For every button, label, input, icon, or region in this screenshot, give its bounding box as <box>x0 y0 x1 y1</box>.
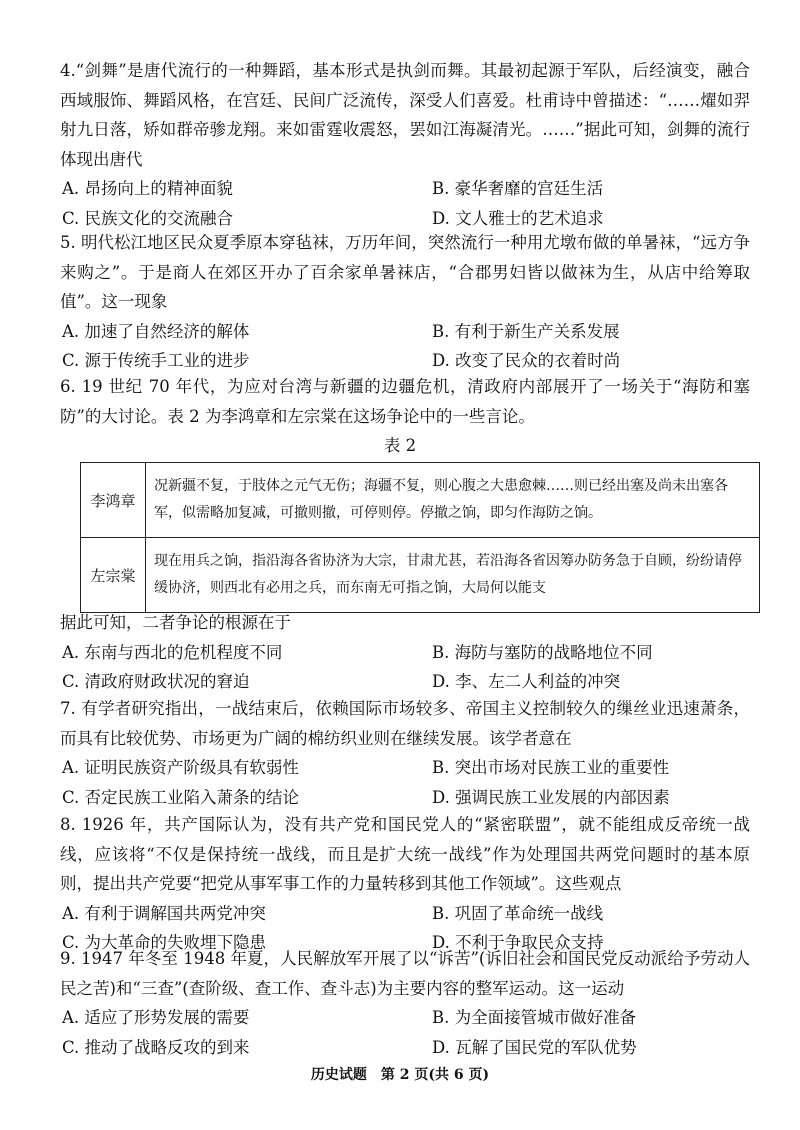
table-row <box>81 463 760 538</box>
option-b[interactable]: B. 为全面接管城市做好准备 <box>432 1008 637 1027</box>
question-9 <box>60 944 750 1062</box>
option-d[interactable]: D. 李、左二人利益的冲突 <box>432 672 621 691</box>
option-c[interactable]: C. 否定民族工业陷入萧条的结论 <box>62 787 300 807</box>
table-cell-name: 左宗棠 <box>81 538 146 613</box>
option-a[interactable]: A. 证明民族资产阶级具有软弱性 <box>62 758 299 777</box>
option-d[interactable]: D. 不利于争取民众支持 <box>432 933 604 952</box>
option-c[interactable]: C. 推动了战略反攻的到来 <box>62 1037 250 1057</box>
question-5 <box>60 228 750 376</box>
question-6-stem: 6. 19 世纪 70 年代，为应对台湾与新疆的边疆危机，清政府内部展开了一场关于“海防和塞防”的大讨论。表 2 为李鸿章和左宗棠在这场争论中的一些言论。 <box>60 377 750 426</box>
question-9-stem: 9. 1947 年冬至 1948 年夏，人民解放军开展了以“诉苦”(诉旧社会和国民党反动派给予劳动人民之苦)和“三查”(查阶级、查工作、查斗志)为主要内容的整军运动。这一运动 <box>60 949 750 998</box>
table-2 <box>80 462 760 613</box>
option-c[interactable]: C. 为大革命的失败埋下隐患 <box>62 933 267 952</box>
table-title: 表 2 <box>383 436 417 455</box>
option-d[interactable]: D. 瓦解了国民党的军队优势 <box>432 1037 637 1057</box>
table-cell-name: 李鸿章 <box>81 463 146 538</box>
option-b[interactable]: B. 豪华奢靡的宫廷生活 <box>432 179 604 198</box>
question-6-options <box>60 638 750 697</box>
option-b[interactable]: B. 海防与塞防的战略地位不同 <box>432 642 653 662</box>
option-c[interactable]: C. 清政府财政状况的窘迫 <box>62 672 250 691</box>
question-4 <box>60 56 750 233</box>
question-7-stem: 7. 有学者研究指出，一战结束后，依赖国际市场较多、帝国主义控制较久的缫丝业迅速萧条，而具有比较优势、市场更为广阔的棉纺织业则在继续发展。该学者意在 <box>60 699 750 748</box>
question-4-options <box>60 174 750 233</box>
question-7-options <box>60 753 750 812</box>
question-8 <box>60 810 750 958</box>
question-6 <box>60 372 750 431</box>
option-c[interactable]: C. 民族文化的交流融合 <box>62 208 234 228</box>
option-d[interactable]: D. 改变了民众的衣着时尚 <box>432 351 621 370</box>
question-9-options <box>60 1003 750 1062</box>
question-7 <box>60 694 750 812</box>
option-a[interactable]: A. 适应了形势发展的需要 <box>62 1008 250 1027</box>
option-b[interactable]: B. 巩固了革命统一战线 <box>432 903 604 923</box>
table-cell-text: 况新疆不复，于肢体之元气无伤；海疆不复，则心腹之大患愈棘……则已经出塞及尚未出塞各军，似需略加复减，可撤则撤，可停则停。停撤之饷，即匀作海防之饷。 <box>146 463 760 538</box>
option-b[interactable]: B. 有利于新生产关系发展 <box>432 321 620 341</box>
question-6-after <box>60 608 750 697</box>
option-a[interactable]: A. 昂扬向上的精神面貌 <box>62 179 233 198</box>
table-cell-text: 现在用兵之饷，指沿海各省协济为大宗，甘肃尤甚，若沿海各省因筹办防务急于自顾，纷纷请停缓协济，则西北有必用之兵，而东南无可指之饷，大局何以能支 <box>146 538 760 613</box>
page-footer: 历史试题 第 2 页(共 6 页) <box>310 1067 490 1083</box>
question-8-stem: 8. 1926 年，共产国际认为，没有共产党和国民党人的“紧密联盟”，就不能组成反帝统一战线，应该将“不仅是保持统一战线，而且是扩大统一战线”作为处理国共两党问题时的基本原则，提出共产党要“把党从事军事工作的力量转移到其他工作领域”。这些观点 <box>60 815 750 893</box>
option-c[interactable]: C. 源于传统手工业的进步 <box>62 351 250 370</box>
option-a[interactable]: A. 有利于调解国共两党冲突 <box>62 903 266 923</box>
question-5-options <box>60 317 750 376</box>
option-d[interactable]: D. 文人雅士的艺术追求 <box>432 208 604 228</box>
option-a[interactable]: A. 加速了自然经济的解体 <box>62 321 250 341</box>
option-a[interactable]: A. 东南与西北的危机程度不同 <box>62 642 283 662</box>
option-b[interactable]: B. 突出市场对民族工业的重要性 <box>432 758 670 777</box>
option-d[interactable]: D. 强调民族工业发展的内部因素 <box>432 787 670 807</box>
question-4-stem: 4.“剑舞”是唐代流行的一种舞蹈，基本形式是执剑而舞。其最初起源于军队，后经演变，融合西域服饰、舞蹈风格，在宫廷、民间广泛流传，深受人们喜爱。杜甫诗中曾描述：“……燿如羿射九日落，矫如群帝骖龙翔。来如雷霆收震怒，罢如江海凝清光。……”据此可知，剑舞的流行体现出唐代 <box>60 61 750 169</box>
question-6-prompt: 据此可知，二者争论的根源在于 <box>60 613 291 632</box>
table-row <box>81 538 760 613</box>
question-5-stem: 5. 明代松江地区民众夏季原本穿毡袜，万历年间，突然流行一种用尤墩布做的单暑袜，“远方争来购之”。于是商人在郊区开办了百余家单暑袜店，“合郡男妇皆以做袜为生，从店中给筹取值”。这一现象 <box>60 233 750 311</box>
